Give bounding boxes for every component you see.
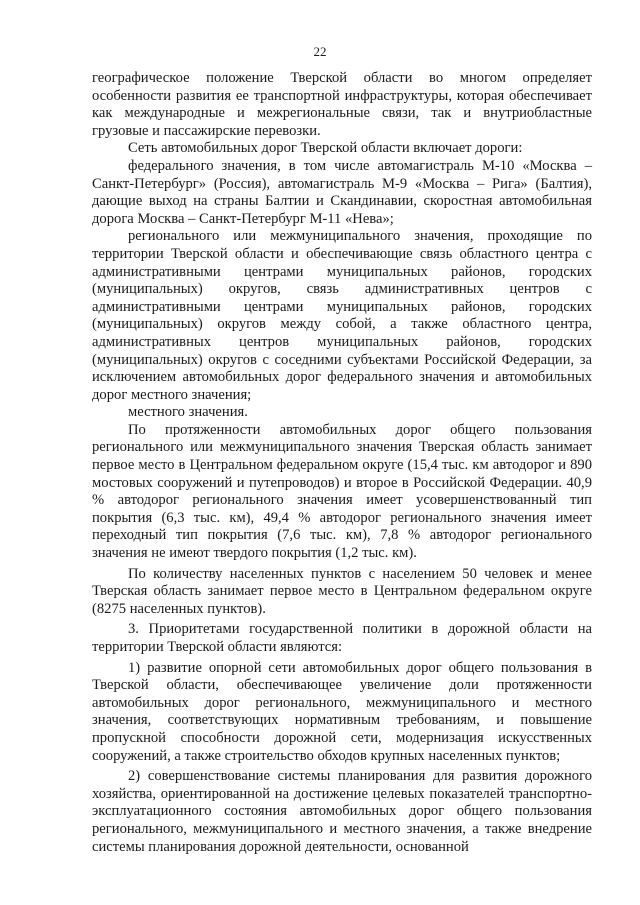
paragraph-priority-2: 2) совершенствование системы планирования для развития дорожного хозяйства, ориентированной на достижение целевых показателей транспортно-эксплуатационного состояния автомобильных дорог общего пользования регионального, межмуниципального и местного значения, а также внедрение системы планирования дорожной деятельности, основанной [92, 768, 592, 855]
paragraph-priorities-heading: 3. Приоритетами государственной политики в дорожной области на территории Тверской области являются: [92, 621, 592, 655]
paragraph-priority-1: 1) развитие опорной сети автомобильных дорог общего пользования в Тверской области, обеспечивающее увеличение доли протяженности автомобильных дорог регионального, межмуниципального и местного значения, соответствующих нормативным требованиям, и повышение пропускной способности дорожной сети, модернизация искусственных сооружений, а также строительство обходов крупных населенных пунктов; [92, 659, 592, 764]
paragraph-settlements: По количеству населенных пунктов с населением 50 человек и менее Тверская область занимает первое место в Центральном федеральном округе (8275 населенных пунктов). [92, 565, 592, 617]
paragraph-local-roads: местного значения. [128, 404, 248, 421]
paragraph-road-network-intro: Сеть автомобильных дорог Тверской области включает дороги: [128, 140, 523, 157]
paragraph-road-length: По протяженности автомобильных дорог общего пользования регионального или межмуниципального значения Тверская область занимает первое место в Центральном федеральном округе (15,4 тыс. км автодорог и 890 мостовых сооружений и путепроводов) и второе в Российской Федерации. 40,9 % автодорог регионального значения имеет усовершенствованный тип покрытия (6,3 тыс. км), 49,4 % автодорог регионального значения имеет переходный тип покрытия (7,6 тыс. км), 7,8 % автодорог регионального значения не имеют твердого покрытия (1,2 тыс. км). [92, 421, 592, 562]
paragraph-federal-roads: федерального значения, в том числе автомагистраль М-10 «Москва – Санкт-Петербург» (Россия), автомагистраль М-9 «Москва – Рига» (Балтия), дающие выход на страны Балтии и Скандинавии, скоростная автомобильная дорога Москва – Санкт-Петербург М-11 «Нева»; [92, 157, 592, 227]
page-number: 22 [313, 44, 327, 59]
paragraph-regional-roads: регионального или межмуниципального значения, проходящие по территории Тверской области и обеспечивающие связь областного центра с административными центрами муниципальных районов, городских (муниципальных) округов, связь административных центров с административными центрами муниципальных районов, городских (муниципальных) округов между собой, а также областного центра, административных центров муниципальных районов, городских (муниципальных) округов с соседними субъектами Российской Федерации, за исключением автомобильных дорог федерального значения и автомобильных дорог местного значения; [92, 228, 592, 403]
paragraph-geography: географическое положение Тверской области во многом определяет особенности развития ее транспортной инфраструктуры, которая обеспечивает как международные и межрегиональные связи, так и внутриобластные грузовые и пассажирские перевозки. [92, 70, 592, 139]
document-body [92, 70, 592, 856]
